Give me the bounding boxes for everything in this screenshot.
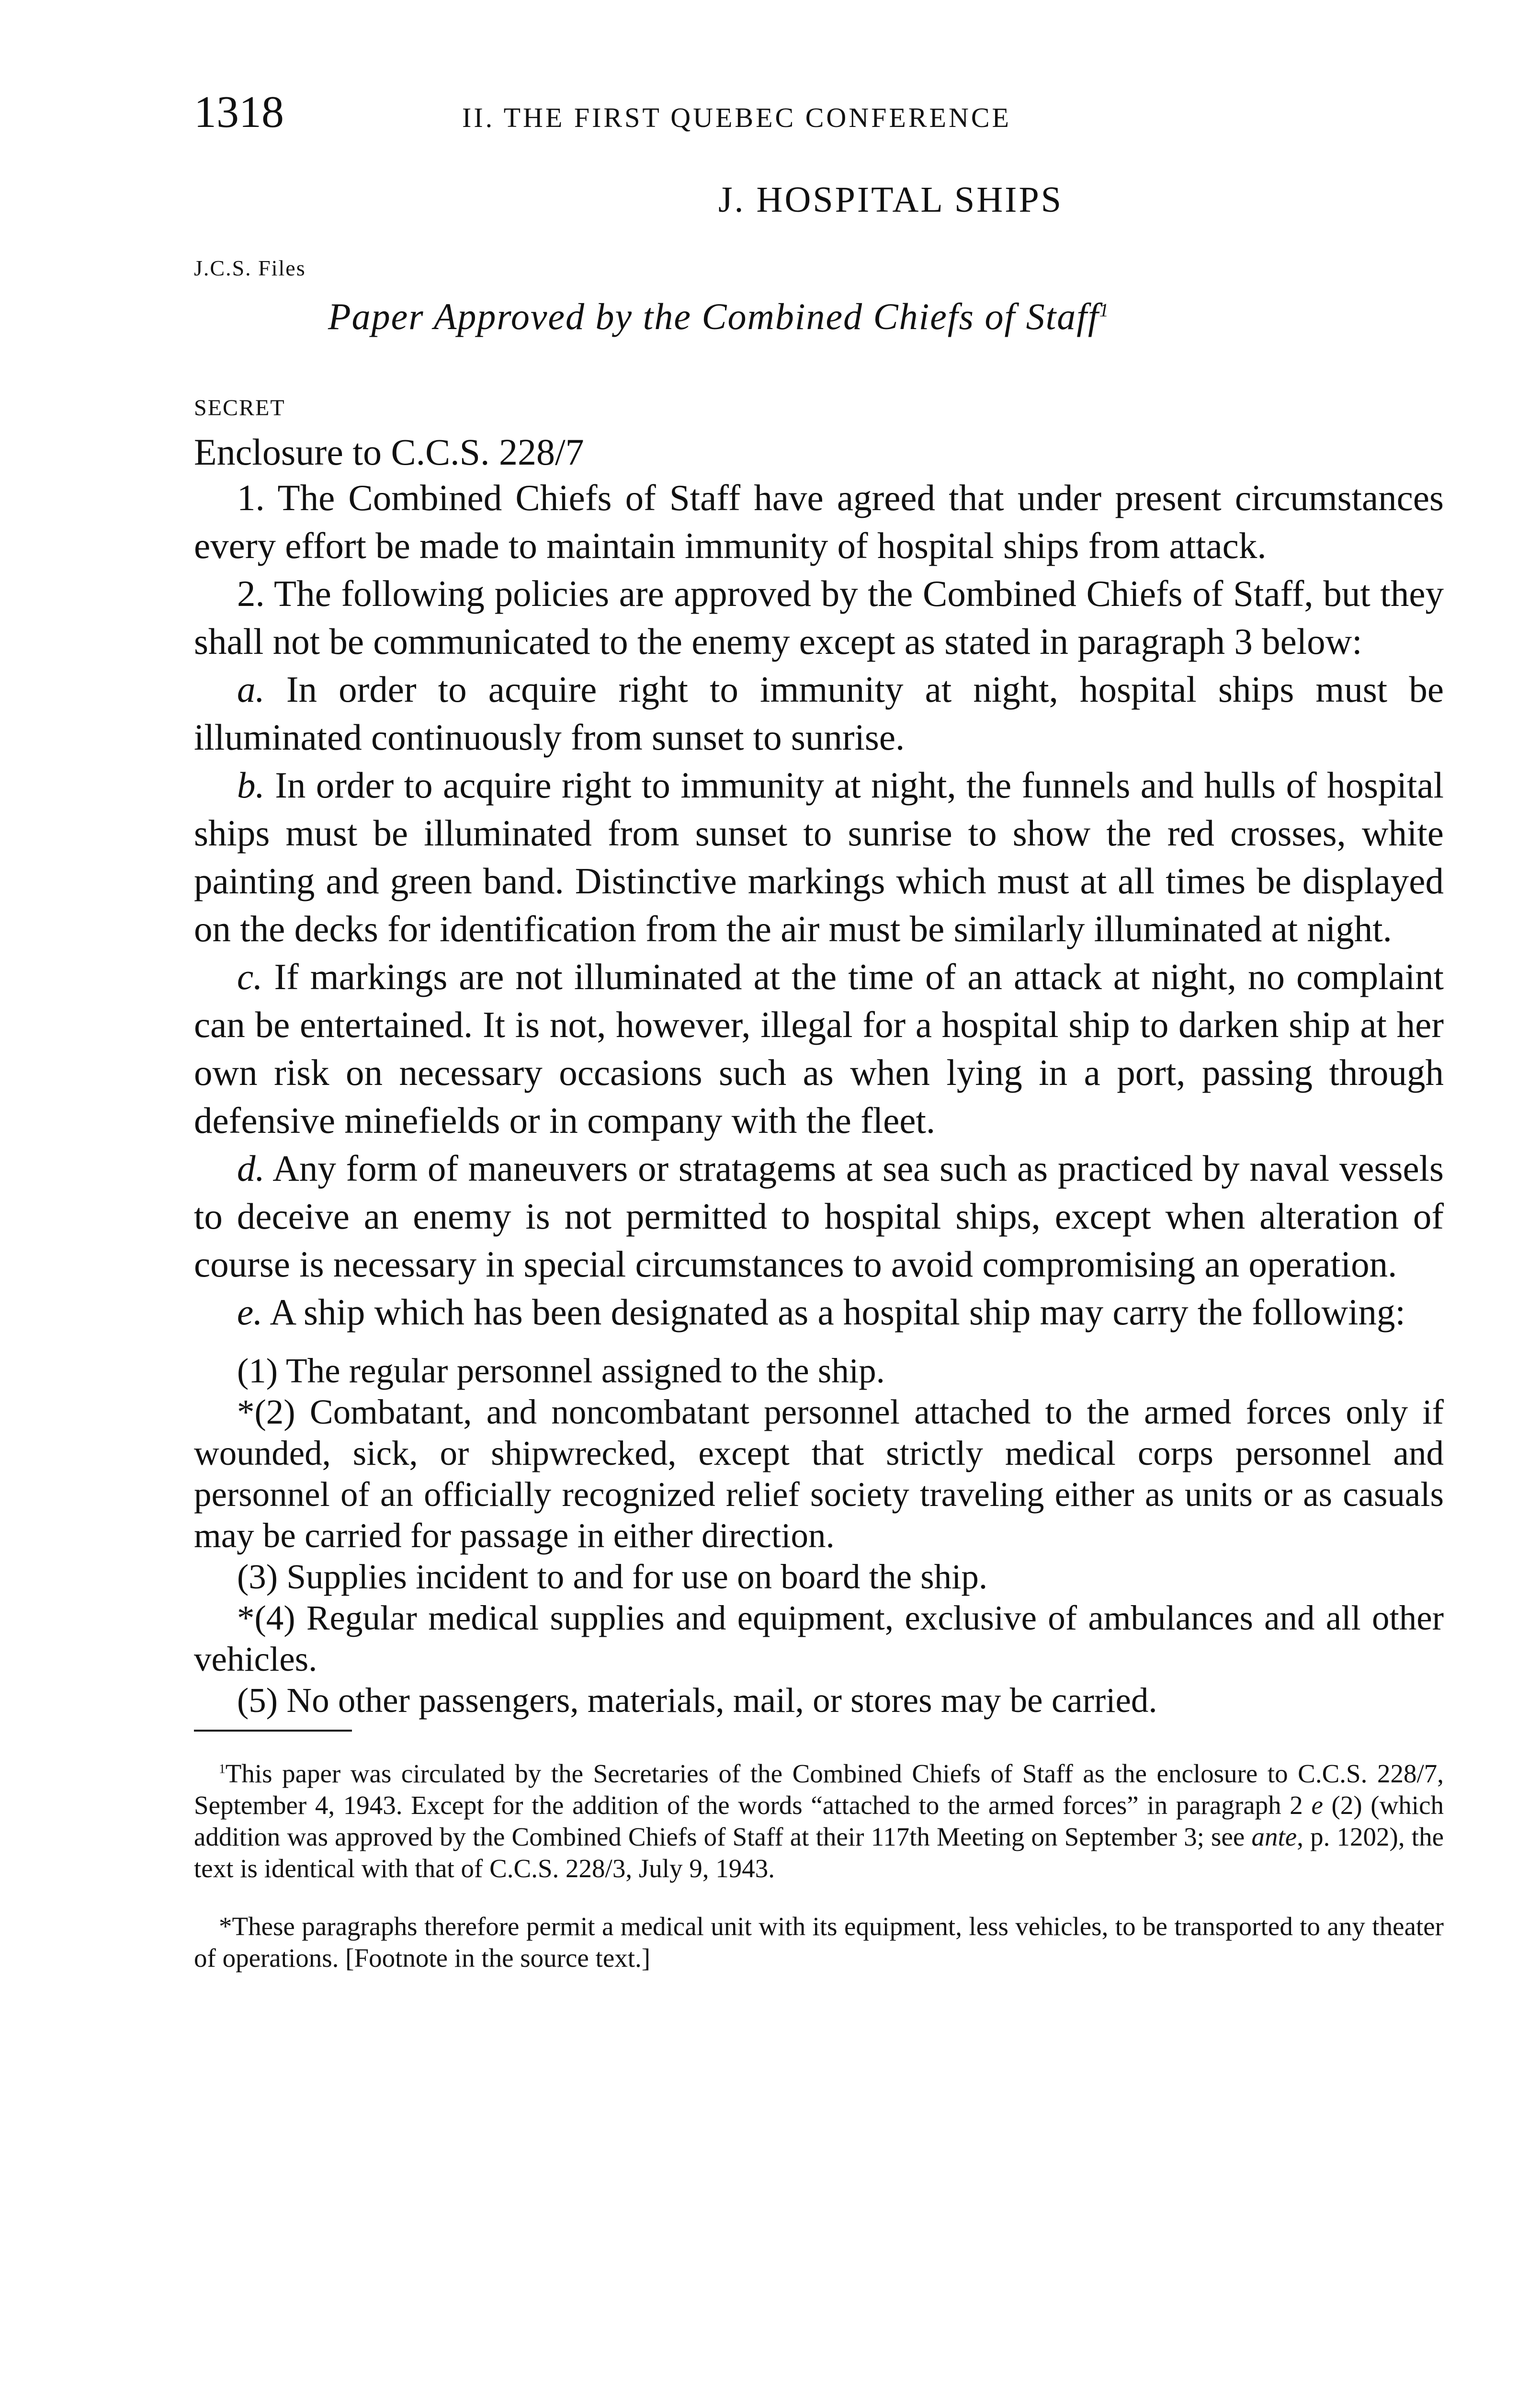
running-title: II. THE FIRST QUEBEC CONFERENCE bbox=[462, 102, 1011, 133]
body-text bbox=[194, 474, 1444, 1336]
footnote-text: (2) (which addition was approved by the Combined Chiefs of Staff at their 117th Meeting on September 3; see bbox=[194, 1791, 1444, 1851]
paragraph-2d bbox=[194, 1144, 1444, 1288]
footnote-1 bbox=[194, 1758, 1444, 1884]
list-item: (3) Supplies incident to and for use on board the ship. bbox=[237, 1557, 988, 1596]
list-item: *(4) Regular medical supplies and equipment, exclusive of ambulances and all other vehicles. bbox=[194, 1598, 1444, 1678]
list-item: (1) The regular personnel assigned to the ship. bbox=[237, 1351, 885, 1390]
subparagraph-label: d. bbox=[237, 1148, 265, 1189]
running-head bbox=[194, 86, 1444, 148]
footnote-divider bbox=[194, 1730, 352, 1732]
carriage-list bbox=[194, 1350, 1444, 1721]
subparagraph-text: Any form of maneuvers or stratagems at sea such as practiced by naval vessels to deceive an enemy is not permitted to hospital ships, except when alteration of course is necessary in special circumstances to avoid compromising an operation. bbox=[194, 1148, 1444, 1285]
document-page bbox=[194, 86, 1444, 2000]
footnote-2: *These paragraphs therefore permit a medical unit with its equipment, less vehicles, to be transported to any theater of operations. [Footnote in the source text.] bbox=[194, 1912, 1444, 1973]
footnotes bbox=[194, 1758, 1444, 1974]
section-title: J. HOSPITAL SHIPS bbox=[718, 180, 1063, 220]
subparagraph-label: c. bbox=[237, 956, 263, 997]
subparagraph-text: A ship which has been designated as a hospital ship may carry the following: bbox=[262, 1291, 1405, 1333]
footnote-text: This paper was circulated by the Secretaries of the Combined Chiefs of Staff as the enclosure to C.C.S. 228/7, September 4, 1943. Except for the addition of the words “attached to the armed forces” in paragraph 2 bbox=[194, 1759, 1444, 1820]
paragraph-2: 2. The following policies are approved by the Combined Chiefs of Staff, but they shall not be communicated to the enemy except as stated in paragraph 3 below: bbox=[194, 573, 1444, 662]
list-item: (5) No other passengers, materials, mail, or stores may be carried. bbox=[237, 1681, 1157, 1720]
paper-title bbox=[328, 295, 1444, 338]
subparagraph-text: If markings are not illuminated at the time of an attack at night, no complaint can be entertained. It is not, however, illegal for a hospital ship to darken ship at her own risk on necessary occasions such as when lying in a port, passing through defensive minefields or in company with the fleet. bbox=[194, 956, 1444, 1141]
paragraph-1: 1. The Combined Chiefs of Staff have agreed that under present circumstances every effort be made to maintain immunity of hospital ships from attack. bbox=[194, 477, 1444, 566]
footnote-text: , p. 1202), the text is identical with that of C.C.S. 228/3, July 9, 1943. bbox=[194, 1822, 1444, 1883]
paragraph-2e bbox=[194, 1288, 1444, 1336]
file-reference: J.C.S. Files bbox=[194, 256, 306, 280]
footnote-italic-e: e bbox=[1311, 1791, 1323, 1820]
footnote-marker-1[interactable]: 1 bbox=[1099, 300, 1110, 320]
subparagraph-text: In order to acquire right to immunity at night, the funnels and hulls of hospital ships must be illuminated from sunset to sunrise to show the red crosses, white painting and green band. Distinctive markings which must at all times be displayed on the decks for identification from the air must be similarly illuminated at night. bbox=[194, 764, 1444, 949]
subparagraph-label: e. bbox=[237, 1291, 263, 1333]
classification-label: SECRET bbox=[194, 395, 285, 421]
footnote-number: 1 bbox=[219, 1761, 226, 1776]
paper-title-text: Paper Approved by the Combined Chiefs of Staff bbox=[328, 296, 1099, 337]
enclosure-heading: Enclosure to C.C.S. 228/7 bbox=[194, 431, 584, 473]
list-item: *(2) Combatant, and noncombatant personnel attached to the armed forces only if wounded, sick, or shipwrecked, except that strictly medical corps personnel and personnel of an officially recognized relief society traveling either as units or as casuals may be carried for passage in either direction. bbox=[194, 1392, 1444, 1555]
paragraph-2b bbox=[194, 761, 1444, 953]
subparagraph-label: b. bbox=[237, 764, 265, 806]
subparagraph-label: a. bbox=[237, 669, 265, 710]
footnote-italic-ante: ante bbox=[1251, 1822, 1297, 1851]
paragraph-2c bbox=[194, 953, 1444, 1144]
page-number: 1318 bbox=[194, 87, 284, 137]
paragraph-2a bbox=[194, 665, 1444, 761]
subparagraph-text: In order to acquire right to immunity at night, hospital ships must be illuminated continuously from sunset to sunrise. bbox=[194, 669, 1444, 758]
